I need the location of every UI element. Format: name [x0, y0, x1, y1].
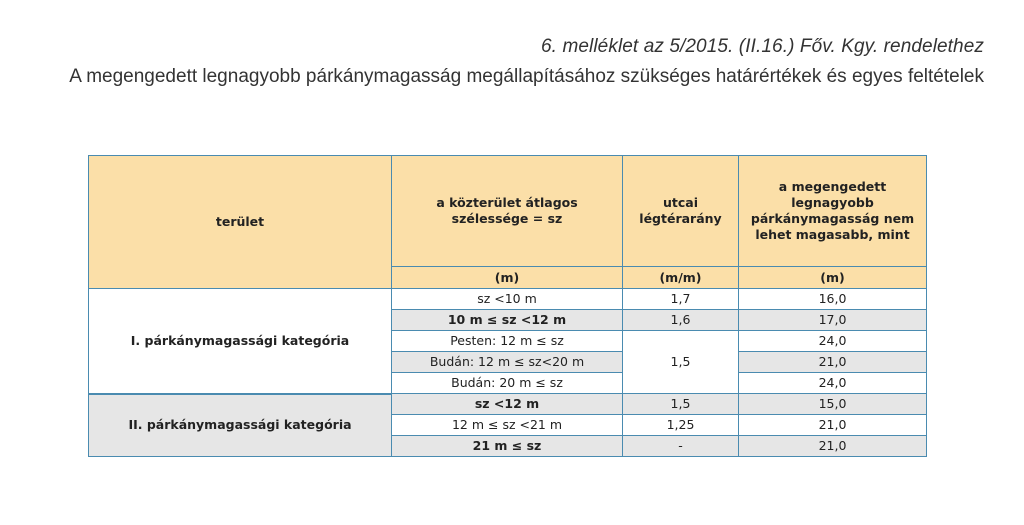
street-width-cell: sz <10 m [392, 289, 623, 310]
air-ratio-cell: 1,6 [623, 310, 739, 331]
limits-table [88, 155, 927, 457]
document-title: A megengedett legnagyobb párkánymagasság megállapításához szükséges határértékek és egyes feltételek [69, 66, 984, 87]
max-height-cell: 24,0 [739, 373, 927, 394]
street-width-cell: Budán: 12 m ≤ sz<20 m [392, 352, 623, 373]
max-height-cell: 21,0 [739, 415, 927, 436]
document-reference: 6. melléklet az 5/2015. (II.16.) Főv. Kgy. rendelethez [541, 36, 984, 57]
air-ratio-cell: 1,5 [623, 394, 739, 415]
air-ratio-cell: 1,25 [623, 415, 739, 436]
street-width-cell: Budán: 20 m ≤ sz [392, 373, 623, 394]
table-row [89, 289, 927, 310]
column-header-street-width: a közterület átlagos szélessége = sz [392, 156, 623, 267]
street-width-cell: sz <12 m [392, 394, 623, 415]
max-height-cell: 16,0 [739, 289, 927, 310]
max-height-cell: 17,0 [739, 310, 927, 331]
category-label: I. párkánymagassági kategória [89, 289, 392, 394]
category-label: II. párkánymagassági kategória [89, 394, 392, 457]
air-ratio-cell: - [623, 436, 739, 457]
unit-street-width: (m) [392, 267, 623, 289]
column-header-max-height: a megengedett legnagyobb párkánymagasság nem lehet magasabb, mint [739, 156, 927, 267]
table-row [89, 394, 927, 415]
air-ratio-cell: 1,7 [623, 289, 739, 310]
column-header-area: terület [89, 156, 392, 289]
max-height-cell: 24,0 [739, 331, 927, 352]
column-header-air-ratio: utcai légtérarány [623, 156, 739, 267]
max-height-cell: 21,0 [739, 436, 927, 457]
max-height-cell: 15,0 [739, 394, 927, 415]
unit-max-height: (m) [739, 267, 927, 289]
air-ratio-cell: 1,5 [623, 331, 739, 394]
street-width-cell: 12 m ≤ sz <21 m [392, 415, 623, 436]
street-width-cell: 21 m ≤ sz [392, 436, 623, 457]
unit-air-ratio: (m/m) [623, 267, 739, 289]
street-width-cell: Pesten: 12 m ≤ sz [392, 331, 623, 352]
max-height-cell: 21,0 [739, 352, 927, 373]
street-width-cell: 10 m ≤ sz <12 m [392, 310, 623, 331]
